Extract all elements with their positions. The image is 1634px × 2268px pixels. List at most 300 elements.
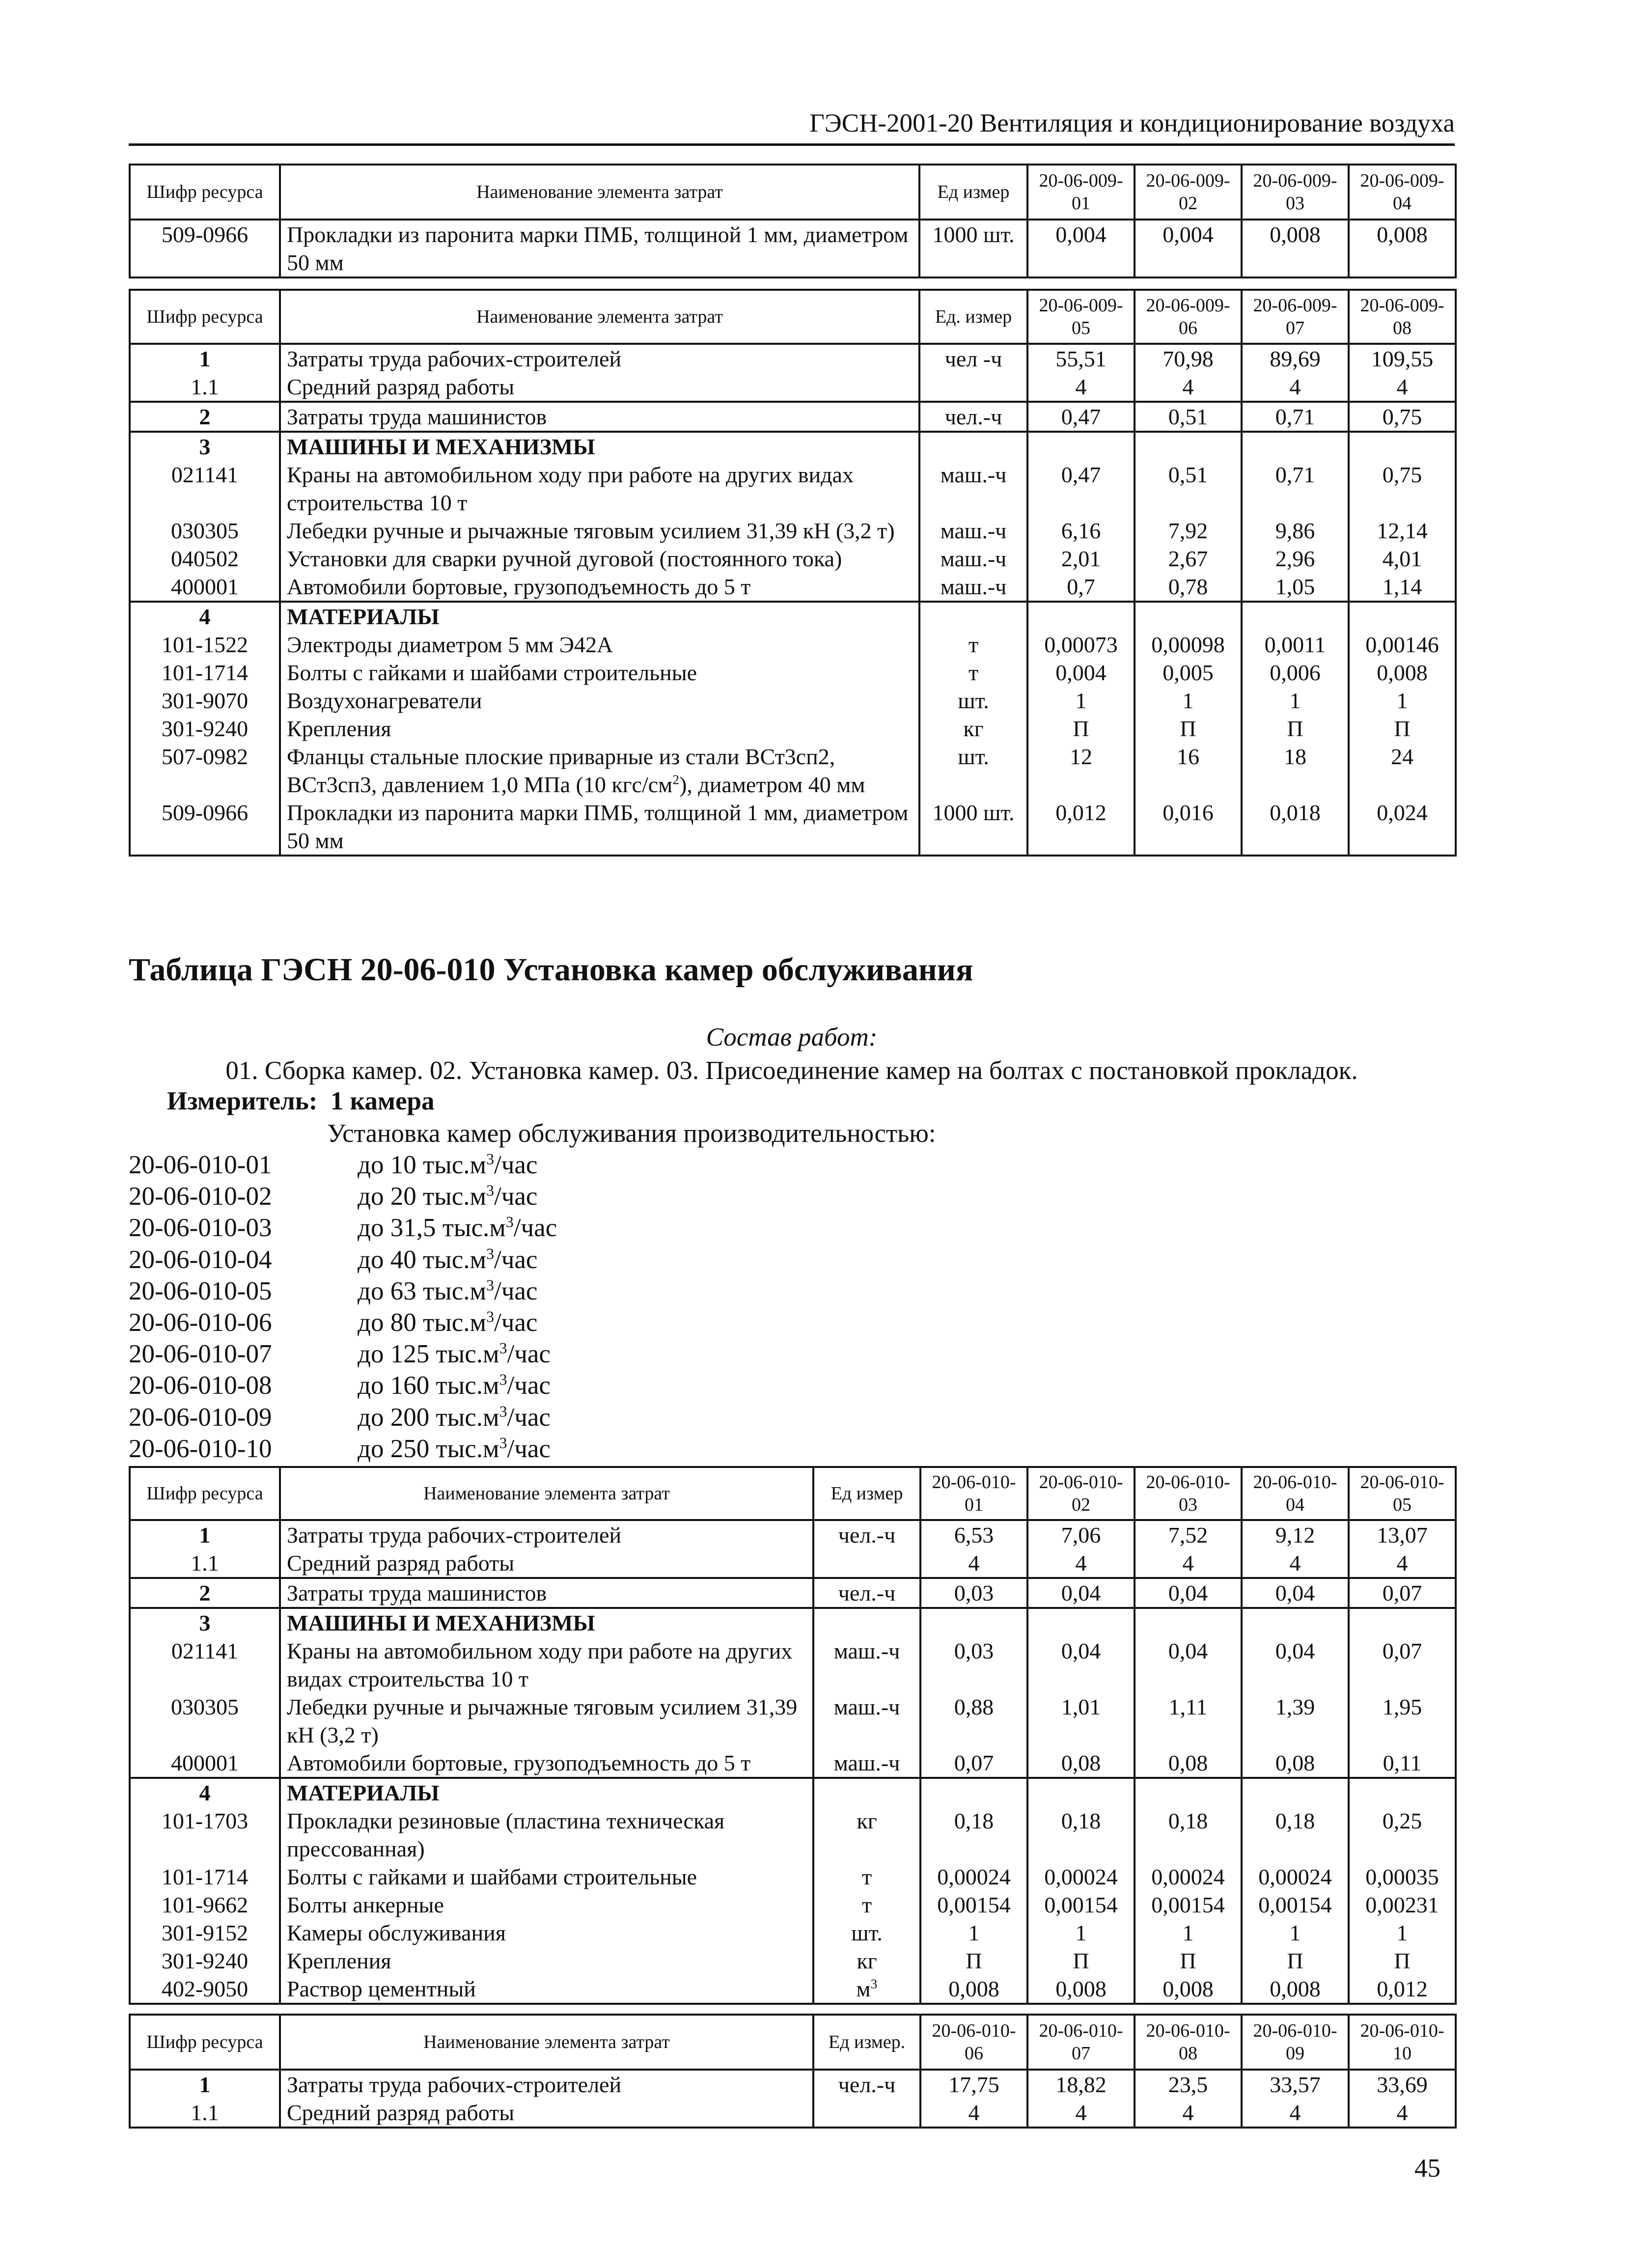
value: 0,006 <box>1242 659 1349 687</box>
superscript: 3 <box>499 1371 507 1388</box>
header-col: 20-06-010-10 <box>1349 2015 1456 2070</box>
value <box>1135 1778 1242 1807</box>
superscript: 2 <box>672 772 680 787</box>
table-row <box>130 687 1456 715</box>
value: 0,03 <box>920 1578 1027 1608</box>
value: 0,78 <box>1135 573 1242 602</box>
value: 4 <box>1027 2099 1135 2128</box>
table-row <box>130 461 1456 517</box>
value: 7,52 <box>1135 1520 1242 1549</box>
table-row <box>130 1578 1456 1608</box>
measure-line <box>167 1085 434 1117</box>
cost-element-name: Лебедки ручные и рычажные тяговым усилием 31,39 кН (3,2 т) <box>280 1693 813 1749</box>
measure-label: Измеритель: <box>167 1087 318 1115</box>
header-resource-code: Шифр ресурса <box>130 1467 280 1520</box>
value: 2,01 <box>1027 545 1135 573</box>
value <box>1242 1778 1349 1807</box>
table-row <box>130 545 1456 573</box>
value: 0,00024 <box>1242 1863 1349 1891</box>
norm-code: 20-06-010-06 <box>129 1308 272 1337</box>
cost-element-name: Болты анкерные <box>280 1891 813 1919</box>
unit: кг <box>813 1807 920 1863</box>
header-unit: Ед измер. <box>813 2015 920 2070</box>
value: 0,18 <box>920 1807 1027 1863</box>
capacity-unit: /час <box>507 1434 551 1463</box>
value: 0,00146 <box>1349 631 1456 659</box>
section-heading: МАШИНЫ И МЕХАНИЗМЫ <box>280 432 919 461</box>
resource-code: 1 <box>130 344 280 373</box>
value <box>1135 432 1242 461</box>
value: 1 <box>1349 687 1456 715</box>
norm-code: 20-06-010-01 <box>129 1151 272 1179</box>
unit: маш.-ч <box>919 573 1027 602</box>
resource-table-010-01-05 <box>129 1466 1457 2005</box>
value: П <box>1349 715 1456 743</box>
install-title: Установка камер обслуживания производительностью: <box>327 1119 936 1148</box>
value: 0,016 <box>1135 799 1242 856</box>
value: 0,008 <box>920 1975 1027 2004</box>
value: 23,5 <box>1135 2070 1242 2099</box>
running-header: ГЭСН-2001-20 Вентиляция и кондиционирование воздуха <box>129 103 1455 146</box>
cost-element-name: Затраты труда рабочих-строителей <box>280 344 919 373</box>
value <box>1027 1608 1135 1637</box>
superscript: 3 <box>499 1434 507 1452</box>
value: 2,96 <box>1242 545 1349 573</box>
value: 0,0011 <box>1242 631 1349 659</box>
resource-code: 1 <box>130 2070 280 2099</box>
value: 0,008 <box>1242 220 1349 277</box>
value: П <box>1242 715 1349 743</box>
value: 24 <box>1349 743 1456 799</box>
value: 0,04 <box>1135 1578 1242 1608</box>
list-item <box>129 1149 557 1181</box>
resource-code: 301-9240 <box>130 1947 280 1975</box>
value: 0,18 <box>1242 1807 1349 1863</box>
resource-code: 021141 <box>130 461 280 517</box>
cost-element-name: Автомобили бортовые, грузоподъемность до 5 т <box>280 1749 813 1778</box>
header-cost-element: Наименование элемента затрат <box>280 1467 813 1520</box>
value: 1 <box>1242 1919 1349 1947</box>
capacity-text: до 20 тыс.м <box>358 1182 487 1211</box>
superscript: 3 <box>486 1276 494 1294</box>
table-row <box>130 1749 1456 1778</box>
cost-element-name: Крепления <box>280 1947 813 1975</box>
value: 9,86 <box>1242 517 1349 545</box>
value <box>920 1608 1027 1637</box>
value: 1 <box>920 1919 1027 1947</box>
value: 0,00098 <box>1135 631 1242 659</box>
value: 4,01 <box>1349 545 1456 573</box>
cost-element-name: Прокладки из паронита марки ПМБ, толщиной 1 мм, диаметром 50 мм <box>280 220 919 277</box>
table-row <box>130 1608 1456 1637</box>
header-resource-code: Шифр ресурса <box>130 2015 280 2070</box>
superscript: 3 <box>486 1245 494 1262</box>
resource-code: 402-9050 <box>130 1975 280 2004</box>
value: 1,39 <box>1242 1693 1349 1749</box>
unit <box>813 1549 920 1578</box>
table-row <box>130 799 1456 856</box>
unit: кг <box>813 1947 920 1975</box>
header-col: 20-06-010-08 <box>1135 2015 1242 2070</box>
unit: 1000 шт. <box>919 799 1027 856</box>
header-resource-code: Шифр ресурса <box>130 290 280 344</box>
header-col: 20-06-009-05 <box>1027 290 1135 344</box>
list-item <box>129 1402 557 1433</box>
table-row <box>130 659 1456 687</box>
capacity-text: до 250 тыс.м <box>358 1434 499 1463</box>
value: 4 <box>1242 373 1349 402</box>
table-row <box>130 1919 1456 1947</box>
value: 0,11 <box>1349 1749 1456 1778</box>
table-row <box>130 1520 1456 1549</box>
header-col: 20-06-009-04 <box>1349 165 1456 220</box>
header-col: 20-06-010-02 <box>1027 1467 1135 1520</box>
cost-element-name: Средний разряд работы <box>280 2099 813 2128</box>
value: 0,47 <box>1027 461 1135 517</box>
table-row <box>130 1778 1456 1807</box>
table-row <box>130 373 1456 402</box>
table-row <box>130 1863 1456 1891</box>
value <box>1349 432 1456 461</box>
header-col: 20-06-009-02 <box>1135 165 1242 220</box>
value: 0,51 <box>1135 461 1242 517</box>
resource-table-009-05-08 <box>129 289 1457 857</box>
header-col: 20-06-010-09 <box>1242 2015 1349 2070</box>
unit: шт. <box>813 1919 920 1947</box>
value: 0,004 <box>1027 220 1135 277</box>
value: 0,008 <box>1349 220 1456 277</box>
resource-code: 2 <box>130 402 280 432</box>
resource-code: 3 <box>130 432 280 461</box>
value: 0,18 <box>1027 1807 1135 1863</box>
list-item <box>129 1275 557 1307</box>
resource-code: 509-0966 <box>130 799 280 856</box>
unit: т <box>919 631 1027 659</box>
capacity-text: до 63 тыс.м <box>358 1276 487 1305</box>
table-row <box>130 573 1456 602</box>
value: 4 <box>1135 2099 1242 2128</box>
value: 1,05 <box>1242 573 1349 602</box>
unit: маш.-ч <box>813 1693 920 1749</box>
superscript: 3 <box>870 1976 878 1991</box>
value: 55,51 <box>1027 344 1135 373</box>
value: 0,008 <box>1135 1975 1242 2004</box>
value: 0,004 <box>1135 220 1242 277</box>
value: 2,67 <box>1135 545 1242 573</box>
superscript: 3 <box>486 1308 494 1326</box>
resource-code: 1.1 <box>130 2099 280 2128</box>
value: 4 <box>1349 373 1456 402</box>
value: 0,7 <box>1027 573 1135 602</box>
value <box>1027 602 1135 631</box>
value: 0,04 <box>1135 1637 1242 1693</box>
capacity-unit: /час <box>494 1151 538 1179</box>
table-row <box>130 1637 1456 1693</box>
table-row <box>130 432 1456 461</box>
table-row <box>130 1975 1456 2004</box>
value: 0,04 <box>1027 1637 1135 1693</box>
unit-text: м <box>856 1976 871 2001</box>
resource-code: 030305 <box>130 517 280 545</box>
resource-code: 509-0966 <box>130 220 280 277</box>
value: 4 <box>1027 373 1135 402</box>
value: П <box>1135 1947 1242 1975</box>
table-row <box>130 1693 1456 1749</box>
table-row <box>130 631 1456 659</box>
value: 0,00154 <box>920 1891 1027 1919</box>
value: 12 <box>1027 743 1135 799</box>
resource-code: 301-9152 <box>130 1919 280 1947</box>
resource-code: 1.1 <box>130 1549 280 1578</box>
value: 0,03 <box>920 1637 1027 1693</box>
resource-code: 301-9070 <box>130 687 280 715</box>
value: 4 <box>1349 1549 1456 1578</box>
capacity-unit: /час <box>513 1214 557 1243</box>
unit: т <box>919 659 1027 687</box>
table-row <box>130 2070 1456 2099</box>
norm-code: 20-06-010-04 <box>129 1245 272 1274</box>
value: 7,92 <box>1135 517 1242 545</box>
header-col: 20-06-009-06 <box>1135 290 1242 344</box>
norm-code: 20-06-010-09 <box>129 1403 272 1432</box>
value: 0,005 <box>1135 659 1242 687</box>
value: 0,00154 <box>1027 1891 1135 1919</box>
value: 89,69 <box>1242 344 1349 373</box>
header-col: 20-06-010-07 <box>1027 2015 1135 2070</box>
capacity-text: до 40 тыс.м <box>358 1245 487 1274</box>
unit <box>919 373 1027 402</box>
capacity-text: до 80 тыс.м <box>358 1308 487 1337</box>
measure-value: 1 камера <box>330 1087 435 1115</box>
resource-code: 3 <box>130 1608 280 1637</box>
unit <box>813 1608 920 1637</box>
header-unit: Ед. измер <box>919 290 1027 344</box>
table-row <box>130 743 1456 799</box>
value: 1,95 <box>1349 1693 1456 1749</box>
value: П <box>1135 715 1242 743</box>
value: 0,25 <box>1349 1807 1456 1863</box>
value: 1,01 <box>1027 1693 1135 1749</box>
cost-element-name: Крепления <box>280 715 919 743</box>
capacity-text: до 10 тыс.м <box>358 1151 487 1179</box>
value: 1 <box>1027 687 1135 715</box>
unit <box>813 1778 920 1807</box>
value <box>1349 1608 1456 1637</box>
cost-element-name <box>280 743 919 799</box>
value: 0,07 <box>1349 1578 1456 1608</box>
header-col: 20-06-009-07 <box>1242 290 1349 344</box>
capacity-unit: /час <box>507 1371 551 1400</box>
table-row <box>130 517 1456 545</box>
value <box>920 1778 1027 1807</box>
table-row <box>130 402 1456 432</box>
header-cost-element: Наименование элемента затрат <box>280 290 919 344</box>
resource-code: 101-9662 <box>130 1891 280 1919</box>
value: 4 <box>920 2099 1027 2128</box>
value: 7,06 <box>1027 1520 1135 1549</box>
resource-code: 101-1714 <box>130 659 280 687</box>
value: 0,012 <box>1027 799 1135 856</box>
unit <box>813 2099 920 2128</box>
value: П <box>920 1947 1027 1975</box>
table-row <box>130 1549 1456 1578</box>
superscript: 3 <box>499 1339 507 1357</box>
value: 18 <box>1242 743 1349 799</box>
value: 0,88 <box>920 1693 1027 1749</box>
header-unit: Ед измер <box>919 165 1027 220</box>
table-row <box>130 1891 1456 1919</box>
unit <box>813 1975 920 2004</box>
header-unit: Ед измер <box>813 1467 920 1520</box>
capacity-text: до 200 тыс.м <box>358 1403 499 1432</box>
unit: чел.-ч <box>813 2070 920 2099</box>
superscript: 3 <box>505 1213 514 1231</box>
norm-code: 20-06-010-08 <box>129 1371 272 1400</box>
value: 4 <box>1349 2099 1456 2128</box>
resource-code: 4 <box>130 1778 280 1807</box>
cost-element-name: Средний разряд работы <box>280 373 919 402</box>
unit: маш.-ч <box>919 461 1027 517</box>
value: 1 <box>1027 1919 1135 1947</box>
value: 109,55 <box>1349 344 1456 373</box>
unit: 1000 шт. <box>919 220 1027 277</box>
value: 0,07 <box>1349 1637 1456 1693</box>
value: 16 <box>1135 743 1242 799</box>
resource-table-009-01-04 <box>129 164 1457 278</box>
value <box>1135 602 1242 631</box>
value: 18,82 <box>1027 2070 1135 2099</box>
unit: чел.-ч <box>813 1578 920 1608</box>
value: 0,04 <box>1027 1578 1135 1608</box>
list-item <box>129 1181 557 1212</box>
section-heading: МАТЕРИАЛЫ <box>280 1778 813 1807</box>
unit: шт. <box>919 687 1027 715</box>
value: 0,00073 <box>1027 631 1135 659</box>
value: 13,07 <box>1349 1520 1456 1549</box>
unit: маш.-ч <box>919 517 1027 545</box>
header-col: 20-06-009-08 <box>1349 290 1456 344</box>
resource-code: 507-0982 <box>130 743 280 799</box>
header-cost-element: Наименование элемента затрат <box>280 2015 813 2070</box>
value: П <box>1027 715 1135 743</box>
page-number: 45 <box>1414 2154 1440 2183</box>
value: 0,07 <box>920 1749 1027 1778</box>
resource-code: 400001 <box>130 1749 280 1778</box>
capacity-unit: /час <box>507 1340 551 1369</box>
norm-code: 20-06-010-10 <box>129 1434 272 1463</box>
capacity-unit: /час <box>494 1245 538 1274</box>
value: 0,04 <box>1242 1578 1349 1608</box>
resource-code: 2 <box>130 1578 280 1608</box>
value: 0,47 <box>1027 402 1135 432</box>
value: П <box>1242 1947 1349 1975</box>
cost-element-name: Электроды диаметром 5 мм Э42А <box>280 631 919 659</box>
cost-element-name: Автомобили бортовые, грузоподъемность до 5 т <box>280 573 919 602</box>
value <box>1027 1778 1135 1807</box>
cost-element-name: Болты с гайками и шайбами строительные <box>280 659 919 687</box>
list-item <box>129 1338 557 1370</box>
value: 4 <box>920 1549 1027 1578</box>
value: 0,018 <box>1242 799 1349 856</box>
resource-code: 4 <box>130 602 280 631</box>
table-row <box>130 1947 1456 1975</box>
value: 6,16 <box>1027 517 1135 545</box>
value: 0,00024 <box>1027 1863 1135 1891</box>
cost-element-name: Краны на автомобильном ходу при работе на других видах строительства 10 т <box>280 1637 813 1693</box>
value: 1 <box>1349 1919 1456 1947</box>
cost-element-name: Прокладки резиновые (пластина техническая прессованная) <box>280 1807 813 1863</box>
value: 0,00024 <box>1135 1863 1242 1891</box>
resource-code: 1.1 <box>130 373 280 402</box>
value: 12,14 <box>1349 517 1456 545</box>
table-row <box>130 602 1456 631</box>
cost-element-name: Болты с гайками и шайбами строительные <box>280 1863 813 1891</box>
value: 1,14 <box>1349 573 1456 602</box>
capacity-text: до 160 тыс.м <box>358 1371 499 1400</box>
unit: кг <box>919 715 1027 743</box>
list-item <box>129 1433 557 1465</box>
unit: маш.-ч <box>813 1637 920 1693</box>
name-text: ), диаметром 40 мм <box>679 772 865 797</box>
norm-code: 20-06-010-07 <box>129 1340 272 1369</box>
value: 4 <box>1135 1549 1242 1578</box>
value: 0,51 <box>1135 402 1242 432</box>
name-text: Фланцы стальные плоские приварные из стали ВСт3сп2, ВСт3сп3, давлением 1,0 МПа (10 кгс/см <box>287 744 835 797</box>
unit <box>919 602 1027 631</box>
composition-text: 01. Сборка камер. 02. Установка камер. 03. Присоединение камер на болтах с постановкой прокладок. <box>225 1056 1358 1085</box>
value: 4 <box>1135 373 1242 402</box>
capacity-text: до 125 тыс.м <box>358 1340 499 1369</box>
value <box>1027 432 1135 461</box>
resource-code: 030305 <box>130 1693 280 1749</box>
unit: чел.-ч <box>813 1520 920 1549</box>
capacity-unit: /час <box>494 1182 538 1211</box>
table-row <box>130 1807 1456 1863</box>
value: 1 <box>1135 687 1242 715</box>
cost-element-name: Затраты труда рабочих-строителей <box>280 2070 813 2099</box>
cost-element-name: Камеры обслуживания <box>280 1919 813 1947</box>
table-row <box>130 220 1456 277</box>
value: 1 <box>1135 1919 1242 1947</box>
section-title: Таблица ГЭСН 20-06-010 Установка камер обслуживания <box>129 952 973 988</box>
unit: чел -ч <box>919 344 1027 373</box>
superscript: 3 <box>486 1182 494 1199</box>
cost-element-name: Средний разряд работы <box>280 1549 813 1578</box>
resource-code: 301-9240 <box>130 715 280 743</box>
header-col: 20-06-010-03 <box>1135 1467 1242 1520</box>
resource-code: 101-1522 <box>130 631 280 659</box>
value: 1,11 <box>1135 1693 1242 1749</box>
unit <box>919 432 1027 461</box>
norm-code: 20-06-010-05 <box>129 1276 272 1305</box>
unit: чел.-ч <box>919 402 1027 432</box>
superscript: 3 <box>486 1150 494 1168</box>
cost-element-name: Затраты труда машинистов <box>280 1578 813 1608</box>
value: 0,008 <box>1349 659 1456 687</box>
unit: маш.-ч <box>919 545 1027 573</box>
value: 9,12 <box>1242 1520 1349 1549</box>
header-col: 20-06-010-01 <box>920 1467 1027 1520</box>
capacity-unit: /час <box>494 1276 538 1305</box>
header-resource-code: Шифр ресурса <box>130 165 280 220</box>
cost-element-name: Лебедки ручные и рычажные тяговым усилием 31,39 кН (3,2 т) <box>280 517 919 545</box>
resource-code: 040502 <box>130 545 280 573</box>
value: 0,04 <box>1242 1637 1349 1693</box>
code-list <box>129 1149 557 1465</box>
norm-code: 20-06-010-02 <box>129 1182 272 1211</box>
value: 4 <box>1242 2099 1349 2128</box>
value: 0,08 <box>1027 1749 1135 1778</box>
